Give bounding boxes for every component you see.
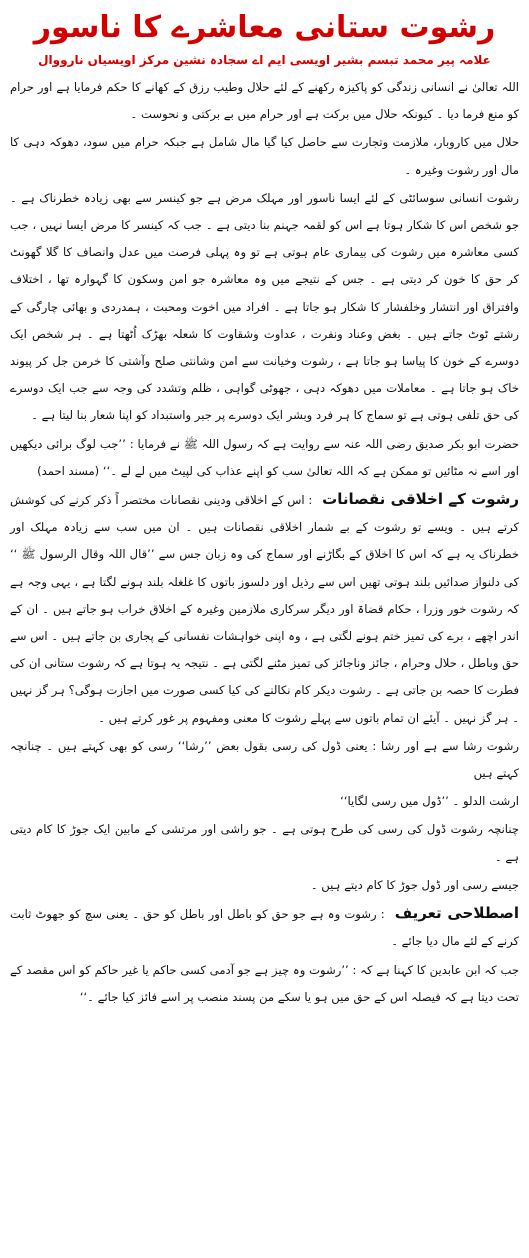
paragraph: ارشت الدلو ۔ ’’ڈول میں رسی لگایا‘‘ bbox=[340, 794, 519, 809]
section-paragraph-moral-harms bbox=[10, 486, 519, 732]
section-heading-definition: اصطلاحی تعریف bbox=[394, 904, 519, 923]
paragraph: جیسے رسی اور ڈول جوڑ کا کام دیتے ہیں ۔ bbox=[310, 877, 519, 892]
paragraph: رشوت انسانی سوسائٹی کے لئے ایسا ناسور اور مہلک مرض ہے جو کینسر سے بھی زیادہ خطرناک ہے ۔ جو شخص اس کا شکار ہوتا ہے اس کو لقمہ جہنم بنا دیتی ہے ۔ جب کہ کینسر کا مرض ایسا نہیں ، جب کسی معاشرہ میں رشوت کی بیماری عام ہوتی ہے تو وہ پہلی فرصت میں عدل وانصاف کا گلا گھونٹ کر حق کا خون کر دیتی ہے ۔ جس کے نتیجے میں وہ معاشرہ جو امن وسکون کا گہوارہ تھا ، اختلاف وافتراق اور انتشار وخلفشار کا شکار ہو جاتا ہے ۔ افراد میں اخوت ومحبت ، ہمدردی و بھائی چارگی کے رشتے ٹوٹ جاتے ہیں ۔ بغض وعناد ونفرت ، عداوت وشقاوت کا شعلہ بھڑک اُٹھتا ہے ۔ ہر شخص ایک دوسرے کے خون کا پیاسا ہو جاتا ہے ، رشوت وخیانت سے امن وشانتی صلح وآشتی کا خرمن جل کر پیوند خاک ہو جاتا ہے ۔ معاملات میں دھوکہ دہی ، جھوٹی گواہی ، ظلم وتشدد کی وجہ سے جب ایک دوسرے کی حق تلفی ہوتی ہے تو سماج کا ہر فرد وبشر ایک دوسرے پر جبر واستبداد کو اپنا شعار بنا لیتا ہے ۔ bbox=[10, 190, 519, 423]
section-text-moral-harms: : اس کے اخلاقی ودینی نقصانات مختصر اً ذکر کرنے کی کوشش کرتے ہیں ۔ ویسے تو رشوت کے بے شمار اخلاقی نقصانات ہیں ۔ ان میں سب سے زیادہ مہلک اور خطرناک یہ ہے کہ اس کا اخلاق کے بگاڑنے اور سماج کی وہ زبان جس سے ’’قال اللہ وقال الرسول ﷺ ‘‘ کی دلنواز صدائیں بلند ہوتی تھیں اس سے رذیل اور دلسوز باتوں کا غلغلہ بلند ہونے لگتا ہے ، یہی وجہ ہے کہ رشوت خور وزرا ، حکام قضاۃ اور دیگر سرکاری ملازمین وغیرہ کے اخلاق خراب ہو جاتے ہیں ۔ ان کے اندر اچھے ، برے کی تمیز ختم ہونے لگتی ہے ، وہ اپنی خواہشات نفسانی کے پجاری بن جاتے ہیں ۔ اس سے حق وباطل ، حلال وحرام ، جائز وناجائز کی تمیز مٹنے لگتی ہے ۔ نتیجہ یہ ہوتا ہے کہ رشوت ستانی ان کی فطرت کا حصہ بن جاتی ہے ۔ رشوت دیکر کام نکالنے کی کیا کسی صورت میں اجازت ہوگی؟ ہر گز نہیں ۔ ہر گز نہیں ۔ آیئے ان تمام باتوں سے پہلے رشوت کا معنی ومفہوم پر غور کرتے ہیں ۔ bbox=[10, 493, 519, 725]
section-paragraph-definition bbox=[10, 900, 519, 955]
section-heading-moral-harms: رشوت کے اخلاقی نقصانات bbox=[322, 490, 520, 509]
article-byline: علامہ پیر محمد تبسم بشیر اویسی ایم اے سجادہ نشین مرکز اویسیاں نارووال bbox=[38, 53, 491, 67]
paragraph: اللہ تعالیٰ نے انسانی زندگی کو پاکیزہ رکھنے کے لئے حلال وطیب رزق کے کھانے کا حکم فرمایا ہے اور حرام کو منع فرما دیا ۔ کیونکہ حلال میں برکت ہے اور حرام میں بے برکتی و نحوست ۔ bbox=[10, 80, 519, 122]
paragraph: رشوت رشا سے ہے اور رشا : یعنی ڈول کی رسی بقول بعض ’’رشا‘‘ رسی کو بھی کہتے ہیں ۔ چنانچہ کہتے ہیں bbox=[10, 738, 519, 781]
paragraph: جب کہ ابن عابدین کا کہنا ہے کہ : ’’رشوت وہ چیز ہے جو آدمی کسی حاکم یا غیر حاکم کو اس مقصد کے تحت دیتا ہے کہ فیصلہ اس کے حق میں ہو یا سکے من پسند منصب پر اسے فائز کیا جائے ۔‘‘ bbox=[10, 962, 519, 1004]
paragraph: چنانچہ رشوت ڈول کی رسی کی طرح ہوتی ہے ۔ جو راشی اور مرتشی کے مابین ایک جوڑ کا کام دیتی ہے ۔ bbox=[10, 822, 519, 864]
article-title: رشوت ستانی معاشرے کا ناسور bbox=[33, 10, 496, 45]
section-text-definition: : رشوت وہ ہے جو حق کو باطل اور باطل کو حق ۔ یعنی سچ کو جھوٹ ثابت کرنے کے لئے مال دیا جائے ۔ bbox=[10, 907, 519, 949]
paragraph: حلال میں کاروبار، ملازمت وتجارت سے حاصل کیا گیا مال شامل ہے جبکہ حرام میں سود، دھوکہ دہی کا مال اور رشوت وغیرہ ۔ bbox=[10, 135, 519, 177]
paragraph: حضرت ابو بکر صدیق رضی اللہ عنہ سے روایت ہے کہ رسول اللہ ﷺ نے فرمایا : ’’جب لوگ برائی دیکھیں اور اسے نہ مٹائیں تو ممکن ہے کہ اللہ تعالیٰ سب کو اپنے عذاب کی لپیٹ میں لے لے ۔‘‘ (مسند احمد) bbox=[10, 436, 519, 478]
